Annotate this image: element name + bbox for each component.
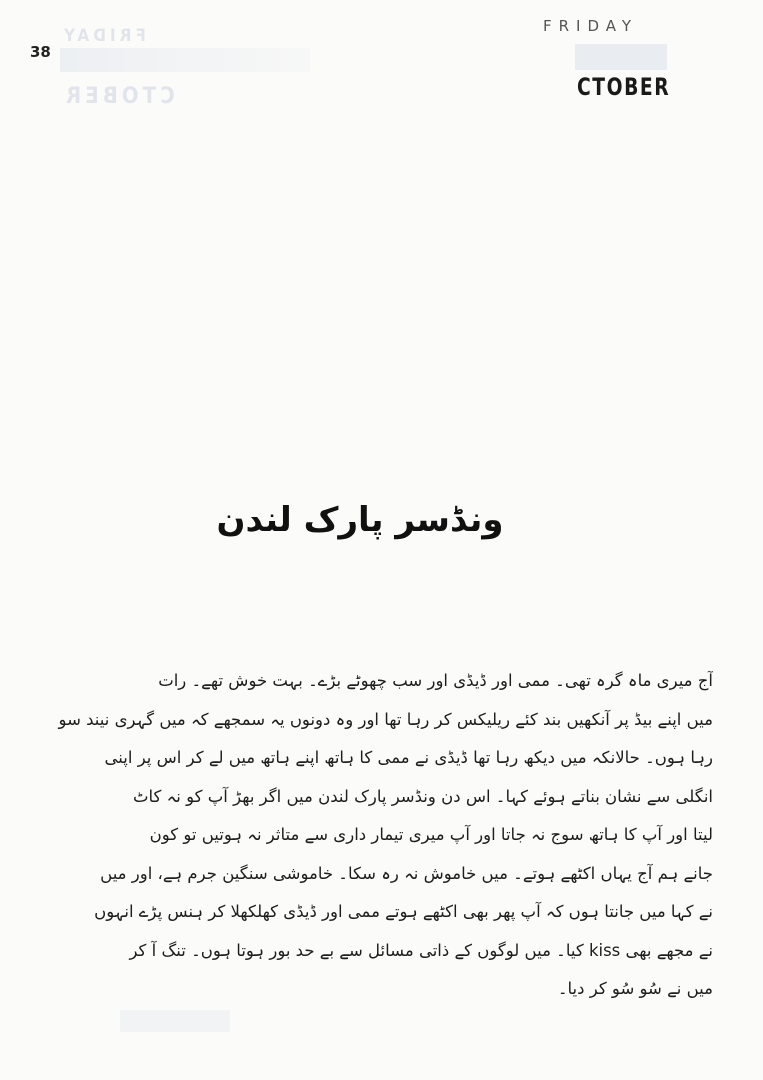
diary-entry-body [48, 662, 713, 1009]
bleed-through-smudge [120, 1010, 230, 1032]
body-line: آج میری ماہ گرہ تھی۔ ممی اور ڈیڈی اور سب چھوٹے بڑے۔ بہت خوش تھے۔ رات [158, 671, 713, 690]
bleed-through-day: FRIDAY [60, 26, 146, 46]
body-line: جانے ہم آج یہاں اکٹھے ہوتے۔ میں خاموش نہ رہ سکا۔ خاموشی سنگین جرم ہے، اور میں [100, 863, 713, 883]
body-line: رہا ہوں۔ حالانکہ میں دیکھ رہا تھا ڈیڈی نے ممی کا ہاتھ اپنے ہاتھ میں لے کر اس پر اپنی [104, 748, 713, 767]
body-line: انگلی سے نشان بناتے ہوئے کہا۔ اس دن ونڈسر پارک لندن میں اگر بھڑ آپ کو نہ کاٹ [132, 786, 713, 806]
body-line: میں نے سُو سُو کر دیا۔ [557, 979, 713, 998]
body-line: لیتا اور آپ کا ہاتھ سوج نہ جاتا اور آپ میری تیمار داری سے متاثر نہ ہوتیں تو کون [149, 825, 713, 844]
bleed-through-band [60, 48, 310, 72]
body-line: میں اپنے بیڈ پر آنکھیں بند کئے ریلیکس کر رہا تھا اور وہ دونوں یہ سمجھے کہ میں گہری نیند سو [58, 709, 713, 729]
day-label: FRIDAY [543, 17, 639, 35]
page-number: 38 [30, 43, 51, 61]
body-line: نے مجھے بھی kiss کیا۔ میں لوگوں کے ذاتی مسائل سے بے حد بور ہوتا ہوں۔ تنگ آ کر [129, 940, 713, 960]
header-bleed-bar [575, 44, 667, 70]
month-label: CTOBER [577, 73, 671, 101]
body-line: نے کہا میں جانتا ہوں کہ آپ پھر بھی اکٹھے ہوتے ممی اور ڈیڈی کھلکھلا کر ہنس پڑے انہوں [94, 902, 713, 921]
bleed-through-month: CTOBER [62, 84, 175, 109]
diary-entry-title: ونڈسر پارک لندن [216, 500, 504, 540]
